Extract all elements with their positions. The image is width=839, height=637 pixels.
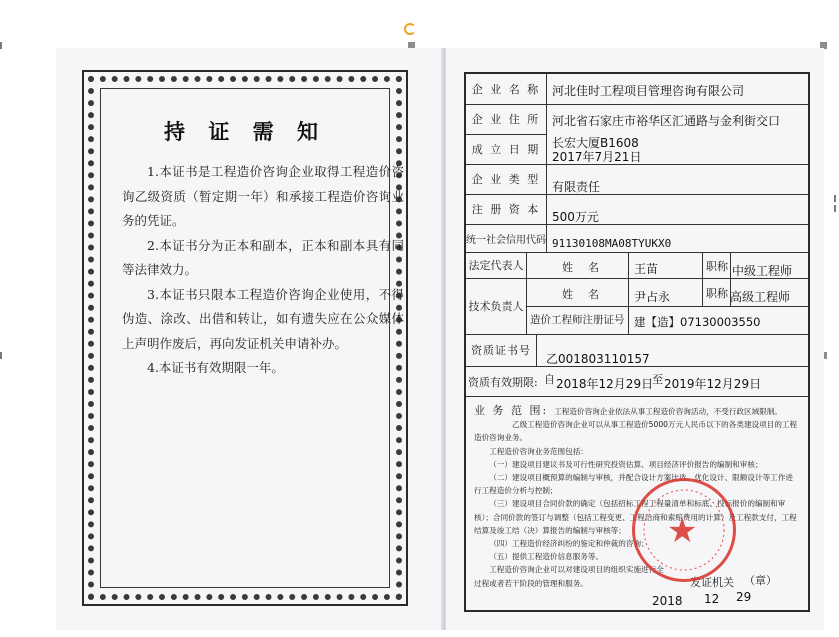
tech-lead-name: 尹占永 [634, 290, 671, 304]
company-type-value: 有限责任 [552, 180, 601, 194]
address-label: 企 业 住 所 [466, 104, 547, 134]
notice-item: 1.本证书是工程造价咨询企业取得工程造价咨询乙级资质（暂定期一年）和承接工程造价咨询业务的凭证。 [122, 164, 404, 228]
legal-rep-name-label: 姓 名 [562, 261, 601, 274]
founded-label: 成 立 日 期 [471, 143, 541, 156]
issue-month: 12 [704, 592, 720, 606]
notice-body [122, 160, 404, 381]
row-company-type [466, 164, 808, 195]
decorative-border [82, 70, 408, 606]
engineer-reg-label: 造价工程师注册证号 [530, 314, 625, 326]
scope-line: （三）建设项目合同价款的确定（包括招标工程工程量清单和标底、投标报价的编制和审核）；合同价款的签订与调整（包括工程变更、工程洽商和索赔费用的计算）及工程款支付，工程结算及竣工结（决）算报告的编制与审核等； [474, 499, 797, 535]
notice-item: 4.本证书有效期限一年。 [147, 360, 284, 375]
scope-label: 业 务 范 围: [474, 404, 549, 417]
tech-lead-title: 高级工程师 [730, 290, 791, 304]
validity-to: 2019年12月29日 [664, 377, 762, 391]
legal-rep-title: 中级工程师 [732, 264, 793, 278]
cert-no-label: 资质证书号 [466, 334, 537, 366]
address-line1: 河北省石家庄市裕华区汇通路与金利街交口 [552, 114, 781, 128]
cert-no-value: 乙001803110157 [546, 352, 650, 366]
certificate-right-page [446, 48, 824, 630]
issuer-label: 发证机关 [690, 576, 734, 589]
scope-line: 工程造价咨询企业依法从事工程造价咨询活动，不受行政区域限制。 [554, 407, 783, 416]
company-name-label: 企 业 名 称 [466, 74, 547, 104]
issue-day: 29 [736, 590, 752, 604]
notice-title: 持 证 需 知 [164, 119, 326, 144]
rotate-icon [404, 23, 416, 35]
issue-year: 2018 [652, 594, 683, 608]
tech-lead-name-label: 姓 名 [562, 288, 601, 301]
validity-to-prefix: 至 [652, 373, 663, 386]
row-credit-code [466, 224, 808, 253]
row-tech-lead [466, 278, 808, 335]
scope-line: （一）建设项目建议书及可行性研究投资估算、项目经济评价报告的编制和审核； [489, 459, 763, 469]
row-address [466, 104, 808, 165]
scope-line: （五）提供工程造价信息服务等。 [489, 552, 604, 562]
address-line2: 长宏大厦B1608 [552, 136, 639, 150]
scope-line: （四）工程造价经济纠纷的鉴定和仲裁的咨询； [489, 539, 649, 549]
edge-tick [0, 352, 2, 359]
engineer-reg-no: 建【造】07130003550 [634, 315, 761, 329]
seal-star-icon: ★ [667, 511, 698, 551]
tech-lead-label: 技术负责人 [466, 278, 527, 334]
credit-code-label: 统一社会信用代码 [466, 224, 547, 252]
tech-lead-title-label: 职称 [706, 287, 728, 300]
row-validity [466, 366, 808, 397]
validity-label: 资质有效期限: [468, 376, 538, 389]
scope-line: 乙级工程造价咨询企业可以从事工程造价5000万元人民币以下的各类建设项目的工程造价咨询业务。 [474, 420, 798, 443]
issuer-seal-suffix: （章） [744, 574, 777, 587]
row-capital [466, 194, 808, 225]
edge-tick [0, 42, 2, 49]
notice-item: 2.本证书分为正本和副本，正本和副本具有同等法律效力。 [122, 237, 404, 277]
scope-line: 工程造价咨询业务范围包括： [489, 446, 588, 456]
certificate-left-page [56, 48, 442, 630]
founded-value: 2017年7月21日 [552, 150, 642, 164]
company-name-value: 河北佳时工程项目管理咨询有限公司 [552, 84, 745, 98]
official-seal [632, 478, 736, 582]
scope-line: （二）建设项目概预算的编制与审核，并配合设计方案比选、优化设计、限额设计等工作进行工程造价分析与控制； [474, 473, 793, 496]
row-cert-no [466, 334, 808, 367]
edge-tick [834, 195, 836, 202]
legal-rep-title-label: 职称 [706, 260, 728, 273]
scope-line: 工程造价咨询企业可以对建设项目的组织实施进行全过程或者若干阶段的管理和服务。 [474, 565, 664, 588]
edge-tick [834, 205, 836, 212]
capital-label: 注 册 资 本 [466, 194, 547, 224]
capital-value: 500万元 [552, 210, 599, 224]
row-legal-rep [466, 252, 808, 279]
company-type-label: 企 业 类 型 [466, 164, 547, 194]
notice-item: 3.本证书只限本工程造价咨询企业使用，不得伪造、涂改、出借和转让，如有遗失应在公众媒体上声明作废后，再向发证机关申请补办。 [122, 286, 404, 351]
validity-from: 2018年12月29日 [556, 377, 654, 391]
credit-code-value: 91130108MA08TYUKX0 [552, 237, 672, 250]
legal-rep-label: 法定代表人 [466, 252, 527, 278]
validity-from-prefix: 自 [544, 373, 555, 386]
legal-rep-name: 王苗 [634, 262, 659, 276]
row-company-name [466, 74, 808, 105]
